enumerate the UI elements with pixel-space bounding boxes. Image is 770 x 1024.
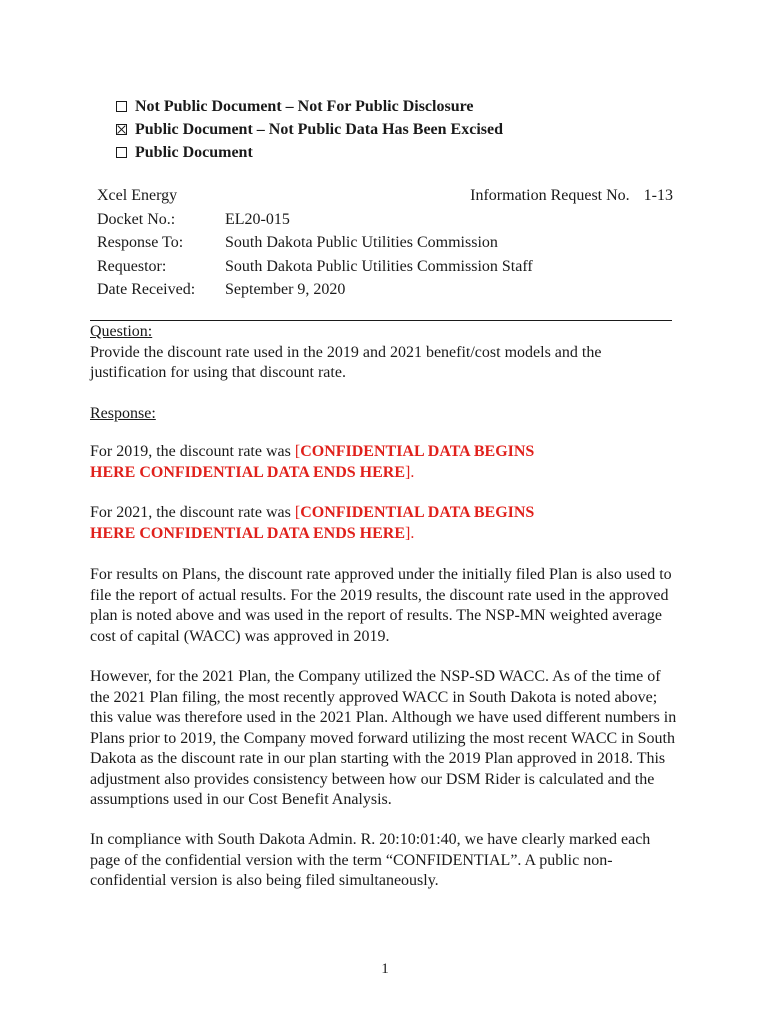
p2019-conf-begin: CONFIDENTIAL DATA BEGINS xyxy=(300,443,535,460)
p2019-open-bracket: [ xyxy=(294,443,301,460)
response-to-value: South Dakota Public Utilities Commission xyxy=(225,234,498,252)
info-request-number: 1-13 xyxy=(643,187,673,204)
checkbox-label-public-excised: Public Document – Not Public Data Has Been Excised xyxy=(135,120,503,138)
docket-row xyxy=(97,208,533,231)
p2021-prefix: For 2021, the discount rate was xyxy=(90,504,295,521)
response-to-row xyxy=(97,231,533,254)
unchecked-box-icon xyxy=(116,147,127,158)
date-received-label: Date Received: xyxy=(97,280,196,298)
paragraph-results: For results on Plans, the discount rate approved under the initially filed Plan is also used to file the report of actual results. For the 2019 results, the discount rate used in the approved plan is noted above and was used in the report of results. The NSP-MN weighted average cost of capital (WACC) was approved in 2019. xyxy=(90,566,672,645)
response-to-label: Response To: xyxy=(97,234,184,252)
question-heading: Question: xyxy=(90,323,153,340)
paragraph-2019 xyxy=(90,442,680,483)
checkbox-row-public-excised xyxy=(116,118,503,141)
checkbox-label-public: Public Document xyxy=(135,143,253,161)
separator-line xyxy=(90,320,672,321)
date-received-value: September 9, 2020 xyxy=(225,280,346,298)
paragraph-however: However, for the 2021 Plan, the Company utilized the NSP-SD WACC. As of the time of the 2021 Plan filing, the most recently approved WACC in South Dakota is noted above; this value was therefore used in the 2021 Plan. Although we have used different numbers in Plans prior to 2019, the Company moved forward utilizing the most recent WACC in South Dakota as the discount rate in our plan starting with the 2019 Plan approved in 2018. This adjustment also provides consistency between how our DSM Rider is calculated and the assumptions used in our Cost Benefit Analysis. xyxy=(90,668,677,808)
page-number: 1 xyxy=(381,961,389,977)
response-heading xyxy=(90,404,680,425)
checkbox-row-public xyxy=(116,141,503,164)
company-name: Xcel Energy xyxy=(97,187,178,204)
date-received-row xyxy=(97,278,533,301)
requestor-row xyxy=(97,255,533,278)
p2019-conf-end: HERE CONFIDENTIAL DATA ENDS HERE xyxy=(90,463,406,481)
question-text: Provide the discount rate used in the 2019 and 2021 benefit/cost models and the justification for using that discount rate. xyxy=(90,343,602,381)
p2019-prefix: For 2019, the discount rate was xyxy=(90,443,295,460)
requestor-label: Requestor: xyxy=(97,257,167,275)
docket-label: Docket No.: xyxy=(97,211,176,228)
info-request xyxy=(470,184,673,207)
requestor-value: South Dakota Public Utilities Commission Staff xyxy=(225,257,533,275)
response-heading-text: Response: xyxy=(90,405,156,422)
paragraph-compliance: In compliance with South Dakota Admin. R. 20:10:01:40, we have clearly marked each page of the confidential version with the term “CONFIDENTIAL”. A public non-confidential version is also being filed simultaneously. xyxy=(90,831,651,889)
request-metadata xyxy=(97,208,533,301)
docket-value: EL20-015 xyxy=(225,211,290,228)
info-request-label: Information Request No. xyxy=(470,187,630,204)
question-section xyxy=(90,322,680,384)
p2021-open-bracket: [ xyxy=(294,504,301,521)
paragraph-2021 xyxy=(90,503,680,544)
classification-checkboxes xyxy=(116,95,503,164)
unchecked-box-icon xyxy=(116,101,127,112)
checkbox-row-not-public xyxy=(116,95,503,118)
p2021-conf-begin: CONFIDENTIAL DATA BEGINS xyxy=(300,504,535,521)
checkbox-label-not-public: Not Public Document – Not For Public Disclosure xyxy=(135,97,474,115)
p2021-conf-end: HERE CONFIDENTIAL DATA ENDS HERE xyxy=(90,524,406,542)
p2019-close-bracket: ]. xyxy=(405,463,415,481)
checked-box-icon xyxy=(116,124,127,135)
p2021-close-bracket: ]. xyxy=(405,524,415,542)
